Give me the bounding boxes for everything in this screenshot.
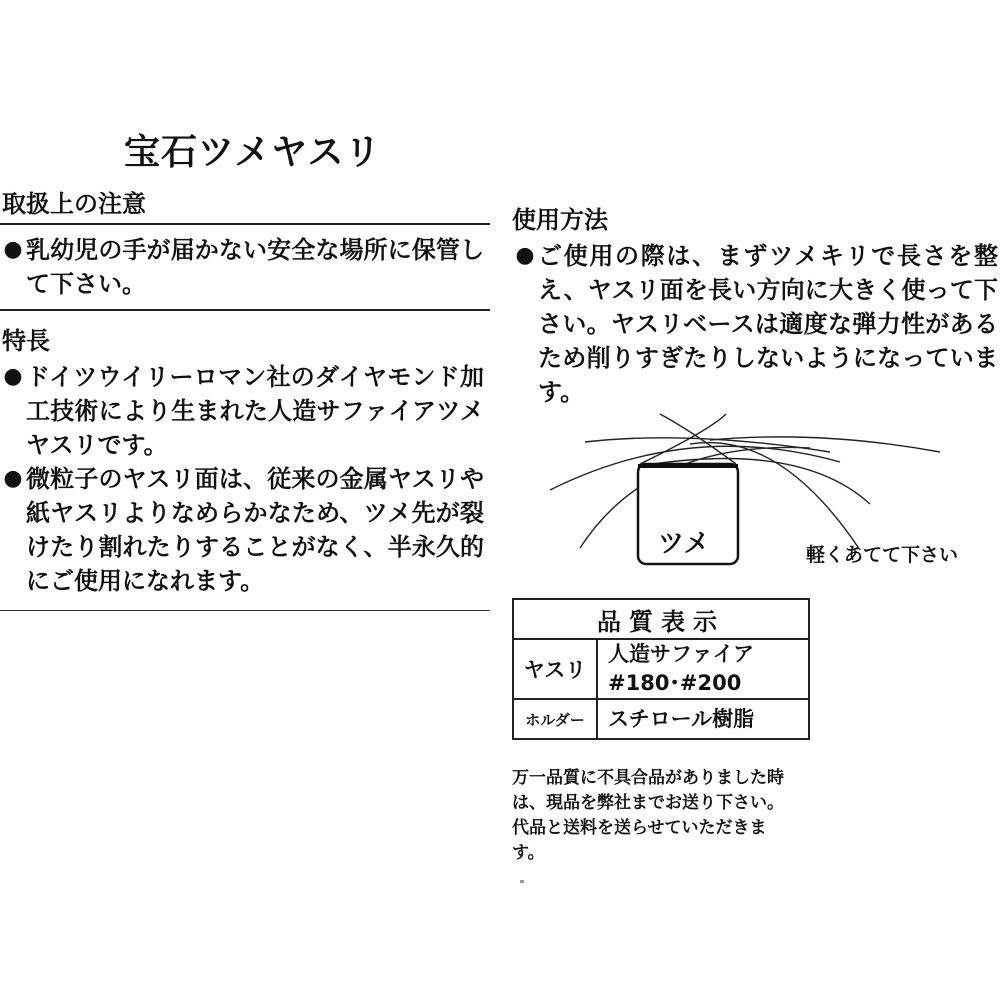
usage-heading: 使用方法	[512, 206, 608, 234]
usage-text: ご使用の際は、まずツメキリで長さを整え、ヤスリ面を長い方向に大きく使って下さい。ヤスリベースは適度な弾力性があるため削りすぎたりしないようになっています。	[538, 242, 998, 406]
usage-item	[512, 239, 998, 409]
bullet-icon: ●	[515, 243, 535, 268]
caution-text: 乳幼児の手が届かない安全な場所に保管して下さい。	[26, 236, 484, 298]
divider	[0, 309, 490, 311]
feature-item	[0, 462, 500, 598]
caution-heading: 取扱上の注意	[2, 190, 146, 218]
feature-item	[0, 360, 500, 462]
quality-row-label: ヤスリ	[513, 639, 597, 699]
quality-value-line: スチロール樹脂	[608, 706, 755, 731]
quality-row-value	[597, 699, 809, 739]
file-stroke-line	[585, 438, 830, 452]
features-heading: 特長	[2, 327, 50, 355]
feature-text: ドイツウイリーロマン社のダイヤモンド加工技術により生まれた人造サファイアツメヤスリです。	[26, 363, 484, 459]
quality-row	[513, 639, 809, 699]
bullet-icon: ●	[3, 364, 23, 389]
bullet-icon: ●	[3, 237, 23, 262]
quality-heading: 品質表示	[513, 599, 809, 639]
left-column	[0, 184, 500, 619]
quality-header-row	[513, 599, 809, 639]
quality-value-line: #180･#200	[608, 671, 742, 695]
quality-row-value	[597, 639, 809, 699]
diagram-caption: 軽くあてて下さい	[806, 544, 959, 566]
product-title: 宝石ツメヤスリ	[124, 132, 382, 173]
nail-label: ツメ	[658, 529, 710, 559]
divider	[0, 610, 490, 611]
feature-text: 微粒子のヤスリ面は、従来の金属ヤスリや紙ヤスリよりなめらかなため、ツメ先が裂けたり割れたりすることがなく、半永久的にご使用になれます。	[26, 465, 484, 595]
right-column	[512, 200, 998, 409]
divider	[0, 223, 490, 225]
quality-table	[512, 598, 810, 740]
filing-diagram	[540, 400, 1000, 580]
print-speck	[520, 880, 524, 883]
caution-item	[0, 233, 500, 301]
quality-row	[513, 699, 809, 739]
replacement-note: 万一品質に不具合品がありました時は、現品を弊社までお送り下さい。代品と送料を送らせていただきます。	[512, 768, 784, 863]
quality-value-line: 人造サファイア	[608, 642, 754, 666]
bullet-icon: ●	[3, 466, 23, 491]
quality-row-label: ホルダー	[513, 699, 597, 739]
